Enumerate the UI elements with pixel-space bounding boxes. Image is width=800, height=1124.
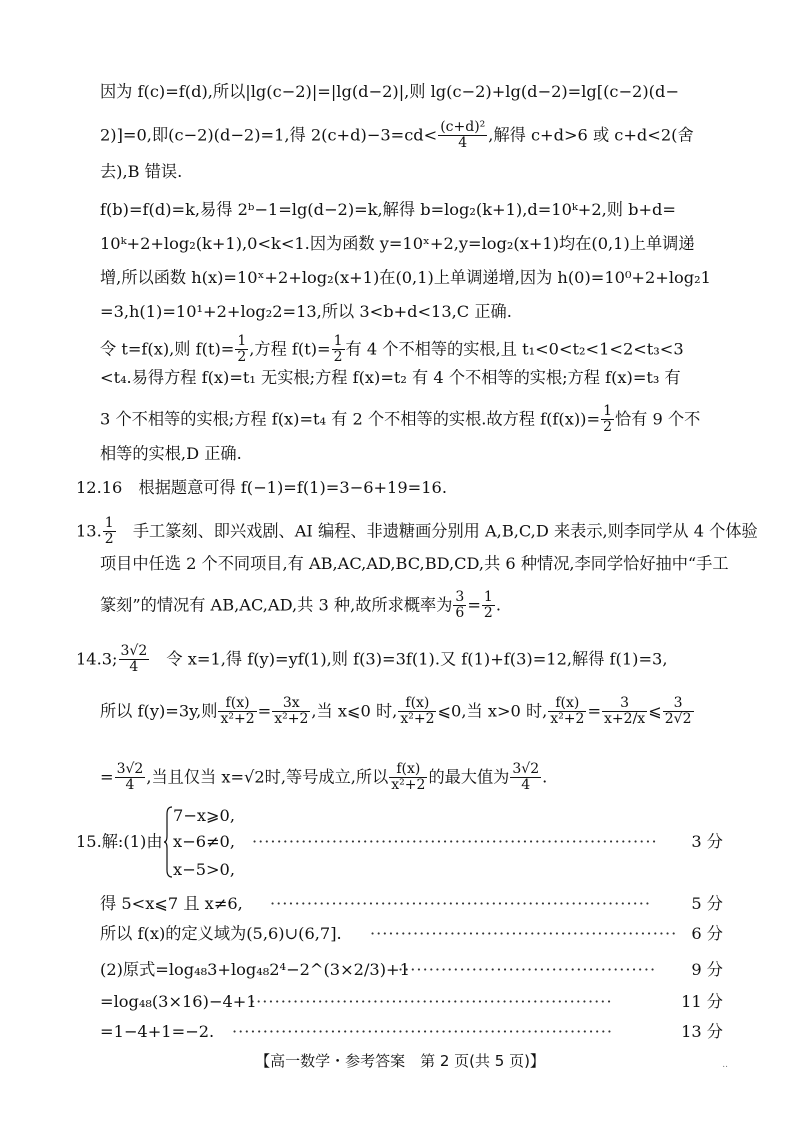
dot-leader: ·································································· bbox=[252, 832, 658, 851]
question-14: 14.3; $\frac{3√2}{4}$ 令 x=1,得 f(y)=yf(1),则 f(3)=3f(1).又 f(1)+f(3)=12,解得 f(1)=3, bbox=[76, 643, 668, 676]
fraction: $\frac{f(x)}{\text{x²+2}}$ bbox=[220, 695, 255, 728]
score: 5 分 bbox=[691, 894, 723, 913]
text-line: 去),B 错误. bbox=[100, 162, 183, 181]
text-line: =1−4+1=−2. bbox=[100, 1022, 215, 1041]
fraction: $\frac{1}{2}$ bbox=[333, 333, 343, 366]
fraction: $\frac{f(x)}{\text{x²+2}}$ bbox=[550, 695, 585, 728]
brace bbox=[163, 806, 173, 878]
dot-leader: ··························································· bbox=[250, 992, 613, 1011]
text-line: (2)原式=log₄₈3+log₄₈2⁴−2^(3×2/3)+1 bbox=[100, 960, 410, 979]
score: 11 分 bbox=[681, 992, 723, 1011]
text-line: 所以 f(y)=3y,则 $\frac{f(x)}{\text{x²+2}}$ = $\frac{3x}{\text{x²+2}}$ ,当 x⩽0 时, $\frac{f(x)}{\text{x²+2}}$ ⩽0,当 x>0 时, $\frac{f(x)}{\text{x²+2}}$ = $\frac{3}{x+2/x}$ ⩽ $\frac{3}{2√2}$ bbox=[100, 695, 692, 728]
text-line: 3 个不相等的实根;方程 f(x)=t₄ 有 2 个不相等的实根.故方程 f(f(x))= $\frac{1}{2}$ 恰有 9 个不 bbox=[100, 403, 701, 436]
fraction: $\frac{3√2}{4}$ bbox=[512, 761, 540, 794]
text-line: 令 t=f(x),则 f(t)= $\frac{1}{2}$ ,方程 f(t)= $\frac{1}{2}$ 有 4 个不相等的实根,且 t₁<0<t₂<1<2<t₃<3 bbox=[100, 333, 684, 366]
dot-leader: ······························································ bbox=[232, 1022, 614, 1041]
dot-leader: ······························································ bbox=[270, 894, 652, 913]
text-line: <t₄.易得方程 f(x)=t₁ 无实根;方程 f(x)=t₂ 有 4 个不相等的实根;方程 f(x)=t₃ 有 bbox=[100, 368, 681, 387]
text-line: =3,h(1)=10¹+2+log₂2=13,所以 3<b+d<13,C 正确. bbox=[100, 302, 512, 321]
fraction: $\frac{3√2}{4}$ bbox=[116, 761, 144, 794]
question-15: 15.解:(1)由 bbox=[76, 832, 163, 851]
score: 6 分 bbox=[691, 924, 723, 943]
text-line: 增,所以函数 h(x)=10ˣ+2+log₂(x+1)在(0,1)上单调递增,因为 h(0)=10⁰+2+log₂1 bbox=[100, 268, 711, 287]
fraction: $\frac{1}{2}$ bbox=[483, 589, 493, 622]
dot-leader: ·················································· bbox=[370, 924, 678, 943]
corner-mark: .. bbox=[722, 1060, 728, 1070]
system-line: x−5>0, bbox=[173, 860, 235, 879]
score: 13 分 bbox=[681, 1022, 723, 1041]
text-line: = $\frac{3√2}{4}$ ,当且仅当 x=√2时,等号成立,所以 $\frac{f(x)}{\text{x²+2}}$ 的最大值为 $\frac{3√2}{4}$ . bbox=[100, 761, 548, 794]
dot-leader: ·········································· bbox=[398, 960, 657, 979]
fraction: $\frac{3√2}{4}$ bbox=[120, 643, 148, 676]
page-footer: 【高一数学・参考答案 第 2 页(共 5 页)】 bbox=[255, 1052, 545, 1070]
text-line: 相等的实根,D 正确. bbox=[100, 444, 242, 463]
text-line: 篆刻”的情况有 AB,AC,AD,共 3 种,故所求概率为 $\frac{3}{6}$ = $\frac{1}{2}$ . bbox=[100, 589, 501, 622]
fraction: $\frac{1}{2}$ bbox=[237, 333, 247, 366]
text-line: 得 5<x⩽7 且 x≠6, bbox=[100, 894, 243, 913]
fraction: $\frac{1}{2}$ bbox=[104, 515, 114, 548]
fraction: $\frac{f(x)}{\text{x²+2}}$ bbox=[400, 695, 435, 728]
text-line: 因为 f(c)=f(d),所以|lg(c−2)|=|lg(d−2)|,则 lg(c−2)+lg(d−2)=lg[(c−2)(d− bbox=[100, 82, 679, 101]
text-line: 10ᵏ+2+log₂(k+1),0<k<1.因为函数 y=10ˣ+2,y=log₂(x+1)均在(0,1)上单调递 bbox=[100, 234, 695, 253]
system-line: 7−x⩾0, bbox=[173, 806, 235, 825]
question-13: 13. $\frac{1}{2}$ 手工篆刻、即兴戏剧、AI 编程、非遗糖画分别用 A,B,C,D 来表示,则李同学从 4 个体验 bbox=[76, 515, 758, 548]
text-line: =log₄₈(3×16)−4+1 bbox=[100, 992, 257, 1011]
fraction: $\frac{3}{x+2/x}$ bbox=[604, 695, 646, 728]
fraction: $\frac{3x}{\text{x²+2}}$ bbox=[274, 695, 309, 728]
score: 3 分 bbox=[691, 832, 723, 851]
fraction: $\frac{3}{2√2}$ bbox=[664, 695, 692, 728]
fraction: $\frac{f(x)}{\text{x²+2}}$ bbox=[391, 761, 426, 794]
fraction: $\frac{\text{(c+d)²}}{4}$ bbox=[440, 119, 486, 152]
text-line: 所以 f(x)的定义域为(5,6)∪(6,7]. bbox=[100, 924, 342, 943]
text-line: f(b)=f(d)=k,易得 2ᵇ−1=lg(d−2)=k,解得 b=log₂(k+1),d=10ᵏ+2,则 b+d= bbox=[100, 200, 676, 219]
score: 9 分 bbox=[691, 960, 723, 979]
text-line: 项目中任选 2 个不同项目,有 AB,AC,AD,BC,BD,CD,共 6 种情况,李同学恰好抽中“手工 bbox=[100, 554, 729, 573]
question-12: 12.16 根据题意可得 f(−1)=f(1)=3−6+19=16. bbox=[76, 478, 447, 497]
text-line: 2)]=0,即(c−2)(d−2)=1,得 2(c+d)−3=cd< $\frac{\text{(c+d)²}}{4}$ ,解得 c+d>6 或 c+d<2(舍 bbox=[100, 119, 694, 152]
fraction: $\frac{1}{2}$ bbox=[603, 403, 612, 436]
fraction: $\frac{3}{6}$ bbox=[455, 589, 465, 622]
system-line: x−6≠0, bbox=[173, 832, 235, 851]
